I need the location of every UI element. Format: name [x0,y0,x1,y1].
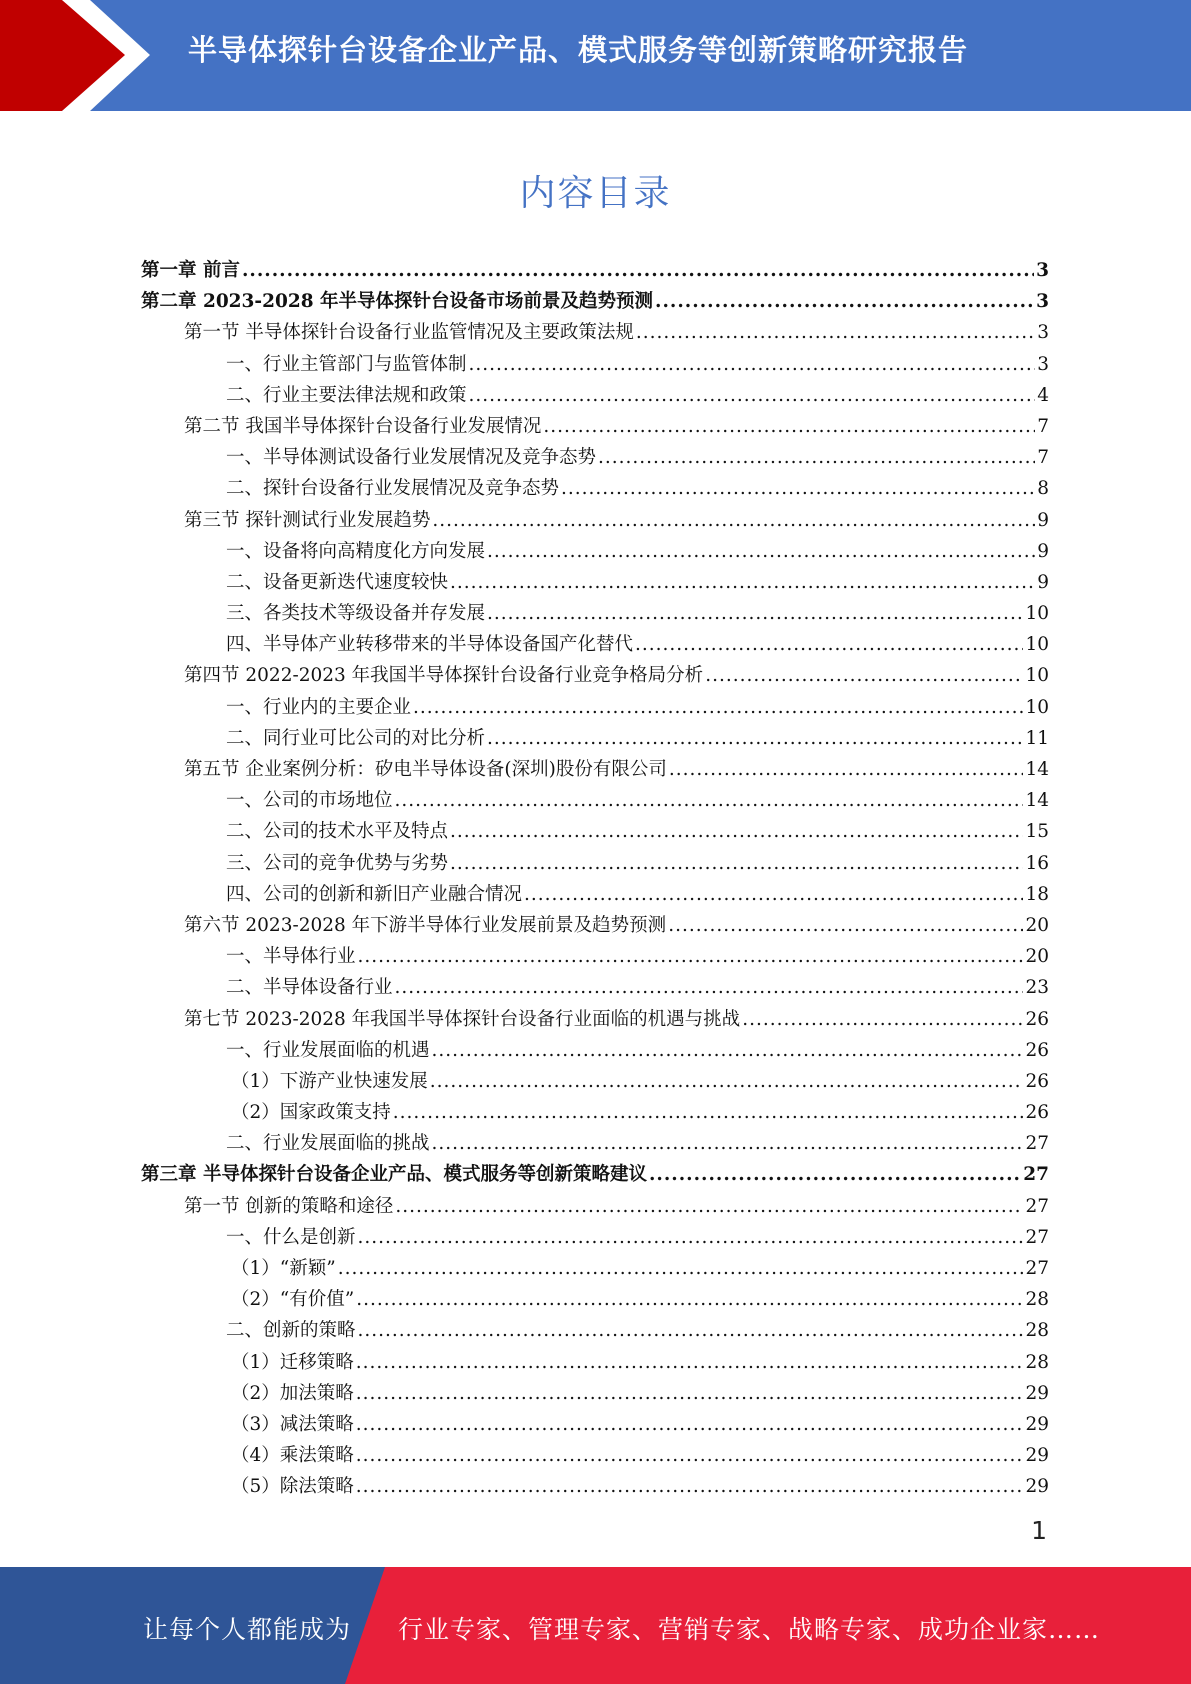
toc-leader-dots [356,1347,1024,1378]
toc-leader-dots [432,1128,1024,1159]
toc-entry-page: 27 [1025,1133,1049,1155]
toc-entry-label: 第三章 半导体探针台设备企业产品、模式服务等创新策略建议 [141,1164,647,1186]
toc-entry-page: 29 [1025,1476,1049,1498]
toc-entry-page: 26 [1025,1008,1049,1030]
toc-leader-dots [649,1159,1021,1190]
toc-entry[interactable] [141,1191,1049,1222]
toc-entry-page: 27 [1023,1164,1049,1186]
toc-entry[interactable] [141,1378,1049,1409]
toc-entry-label: （2）“有价值” [231,1289,355,1311]
toc-entry-page: 15 [1025,821,1049,843]
toc-leader-dots [395,1191,1023,1222]
toc-entry[interactable] [141,1471,1049,1502]
toc-entry-label: 第三节 探针测试行业发展趋势 [184,509,431,531]
toc-entry[interactable] [141,317,1049,348]
toc-entry-label: 四、半导体产业转移带来的半导体设备国产化替代 [226,634,634,656]
toc-entry[interactable] [141,473,1049,504]
toc-entry-label: 一、设备将向高精度化方向发展 [226,540,486,562]
toc-entry-page: 3 [1036,291,1049,313]
toc-entry-label: （1）下游产业快速发展 [231,1070,428,1092]
toc-leader-dots [432,505,1035,536]
toc-entry-page: 10 [1025,634,1049,656]
toc-heading: 内容目录 [519,173,672,214]
toc-entry-page: 7 [1037,415,1049,437]
toc-entry-page: 20 [1025,946,1049,968]
toc-entry[interactable] [141,941,1049,972]
footer-slogan-left: 让每个人都能成为 [143,1615,352,1644]
toc-leader-dots [395,972,1024,1003]
footer-slogan-right: 行业专家、管理专家、营销专家、战略专家、成功企业家…… [398,1615,1101,1644]
toc-entry[interactable] [141,723,1049,754]
toc-entry-page: 27 [1025,1226,1049,1248]
toc-leader-dots [450,848,1023,879]
toc-entry[interactable] [141,255,1049,286]
toc-entry-page: 23 [1025,977,1049,999]
page-number: 1 [1031,1516,1047,1545]
toc-entry-page: 16 [1025,852,1049,874]
toc-entry[interactable] [141,816,1049,847]
toc-entry-page: 27 [1025,1258,1049,1279]
toc-leader-dots [669,754,1024,785]
toc-entry-page: 26 [1025,1039,1049,1061]
toc-entry-page: 28 [1025,1289,1049,1311]
toc-leader-dots [356,1440,1024,1471]
toc-leader-dots [561,473,1035,504]
toc-leader-dots [742,1004,1023,1035]
toc-entry-label: 二、行业主要法律法规和政策 [226,384,467,406]
toc-entry-page: 26 [1025,1070,1049,1092]
toc-entry[interactable] [141,1004,1049,1035]
toc-entry-label: 第二章 2023-2028 年半导体探针台设备市场前景及趋势预测 [141,291,654,313]
toc-leader-dots [430,1066,1024,1097]
toc-entry[interactable] [141,972,1049,1003]
toc-entry-label: 二、公司的技术水平及特点 [226,821,449,843]
toc-entry-label: 第四节 2022-2023 年我国半导体探针台设备行业竞争格局分析 [184,665,704,687]
toc-leader-dots [487,723,1023,754]
toc-entry-label: 二、同行业可比公司的对比分析 [226,727,486,749]
toc-entry-page: 20 [1025,914,1049,936]
toc-leader-dots [543,411,1035,442]
toc-leader-dots [450,567,1035,598]
toc-entry-label: 二、创新的策略 [226,1320,356,1342]
toc-leader-dots [395,785,1024,816]
toc-entry-page: 3 [1037,353,1049,375]
toc-leader-dots [358,941,1024,972]
toc-entry-label: （2）加法策略 [231,1382,354,1404]
toc-leader-dots [356,1284,1023,1315]
toc-entry-label: 一、什么是创新 [226,1226,356,1248]
toc-entry[interactable] [141,879,1049,910]
toc-entry[interactable] [141,1222,1049,1253]
toc-entry-label: 第一节 半导体探针台设备行业监管情况及主要政策法规 [184,322,634,344]
toc-leader-dots [487,536,1035,567]
toc-entry-page: 29 [1025,1413,1049,1435]
toc-entry-label: 第一节 创新的策略和途径 [184,1195,394,1217]
toc-entry-label: 一、半导体测试设备行业发展情况及竞争态势 [226,447,597,469]
toc-entry[interactable] [141,598,1049,629]
toc-entry-label: 第一章 前言 [141,260,240,281]
toc-entry-label: 第二节 我国半导体探针台设备行业发展情况 [184,415,542,437]
toc-entry-label: 二、半导体设备行业 [226,977,393,999]
toc-entry-page: 8 [1037,478,1049,500]
toc-leader-dots [356,1471,1024,1502]
report-title: 半导体探针台设备企业产品、模式服务等创新策略研究报告 [188,33,969,67]
toc-leader-dots [487,598,1023,629]
toc-entry-page: 29 [1025,1445,1049,1467]
toc-leader-dots [356,1378,1024,1409]
header-band [0,0,1191,111]
toc-entry[interactable] [141,349,1049,380]
toc-leader-dots [393,1097,1024,1128]
toc-entry[interactable] [141,1440,1049,1471]
toc-entry-page: 27 [1025,1195,1049,1217]
toc-entry-page: 29 [1025,1382,1049,1404]
toc-entry-label: 一、行业主管部门与监管体制 [226,353,467,375]
toc-entry-page: 9 [1037,509,1049,531]
toc-leader-dots [469,380,1036,411]
toc-entry-page: 14 [1025,759,1049,780]
toc-entry-page: 10 [1025,603,1049,625]
toc-leader-dots [413,692,1023,723]
toc-entry-label: （3）减法策略 [231,1413,354,1435]
toc-leader-dots [358,1315,1024,1346]
toc-entry[interactable] [141,629,1049,660]
toc-entry[interactable] [141,848,1049,879]
toc-entry-label: 二、探针台设备行业发展情况及竞争态势 [226,478,560,500]
toc-entry-page: 10 [1025,665,1049,687]
toc-leader-dots [450,816,1023,847]
toc-entry[interactable] [141,380,1049,411]
toc-entry[interactable] [141,660,1049,691]
toc-entry-page: 3 [1037,322,1049,344]
toc-entry[interactable] [141,536,1049,567]
toc-entry[interactable] [141,1066,1049,1097]
toc-entry[interactable] [141,1035,1049,1066]
toc-entry-page: 9 [1037,571,1049,593]
toc-entry[interactable] [141,692,1049,723]
toc-entry-label: 四、公司的创新和新旧产业融合情况 [226,883,523,905]
toc-leader-dots [432,1035,1024,1066]
toc-entry-page: 28 [1025,1320,1049,1342]
toc-leader-dots [524,879,1023,910]
toc-leader-dots [469,349,1036,380]
toc-entry[interactable] [141,785,1049,816]
toc-entry-label: 三、公司的竞争优势与劣势 [226,852,449,874]
toc-entry[interactable] [141,1347,1049,1378]
toc-entry[interactable] [141,1097,1049,1128]
toc-entry[interactable] [141,442,1049,473]
toc-entry[interactable] [141,1315,1049,1346]
toc-entry-label: （1）“新颖” [231,1258,336,1279]
toc-entry[interactable] [141,411,1049,442]
toc-entry-label: 二、设备更新迭代速度较快 [226,571,449,593]
toc-entry[interactable] [141,1409,1049,1440]
toc-leader-dots [636,317,1035,348]
toc-entry-label: 第七节 2023-2028 年我国半导体探针台设备行业面临的机遇与挑战 [184,1008,741,1030]
toc-leader-dots [358,1222,1024,1253]
toc-entry[interactable] [141,567,1049,598]
toc-entry-page: 4 [1037,384,1049,406]
toc-leader-dots [668,910,1023,941]
toc-entry-page: 18 [1025,883,1049,905]
toc-entry[interactable] [141,754,1049,785]
toc-entry[interactable] [141,1159,1049,1190]
toc-entry-label: 一、公司的市场地位 [226,790,393,812]
toc-leader-dots [635,629,1023,660]
toc-entry[interactable] [141,1128,1049,1159]
toc-entry-page: 28 [1025,1351,1049,1373]
toc-entry-label: （1）迁移策略 [231,1351,354,1373]
toc-entry-label: （4）乘法策略 [231,1445,354,1467]
toc-entry[interactable] [141,1284,1049,1315]
toc-entry-label: 一、半导体行业 [226,946,356,968]
footer-band [0,1567,1191,1684]
toc-entry-label: 第六节 2023-2028 年下游半导体行业发展前景及趋势预测 [184,914,667,936]
table-of-contents [141,255,1049,1503]
toc-leader-dots [338,1253,1024,1284]
toc-entry-label: （2）国家政策支持 [231,1102,391,1124]
toc-entry-page: 9 [1037,540,1049,562]
toc-leader-dots [705,660,1023,691]
toc-entry-page: 14 [1025,790,1049,812]
toc-entry-label: （5）除法策略 [231,1476,354,1498]
toc-entry-label: 三、各类技术等级设备并存发展 [226,603,486,625]
toc-entry-label: 第五节 企业案例分析：矽电半导体设备(深圳)股份有限公司 [184,759,667,780]
toc-entry-label: 一、行业发展面临的机遇 [226,1039,430,1061]
toc-entry-label: 一、行业内的主要企业 [226,696,412,718]
toc-entry-page: 11 [1025,727,1049,749]
toc-entry[interactable] [141,910,1049,941]
toc-leader-dots [598,442,1035,473]
toc-entry-label: 二、行业发展面临的挑战 [226,1133,430,1155]
toc-entry-page: 26 [1025,1102,1049,1124]
toc-leader-dots [356,1409,1024,1440]
toc-entry[interactable] [141,505,1049,536]
toc-leader-dots [242,255,1034,286]
toc-leader-dots [655,286,1034,317]
toc-entry-page: 7 [1037,447,1049,469]
toc-entry[interactable] [141,1253,1049,1284]
toc-entry[interactable] [141,286,1049,317]
toc-entry-page: 3 [1036,260,1049,281]
toc-entry-page: 10 [1025,696,1049,718]
